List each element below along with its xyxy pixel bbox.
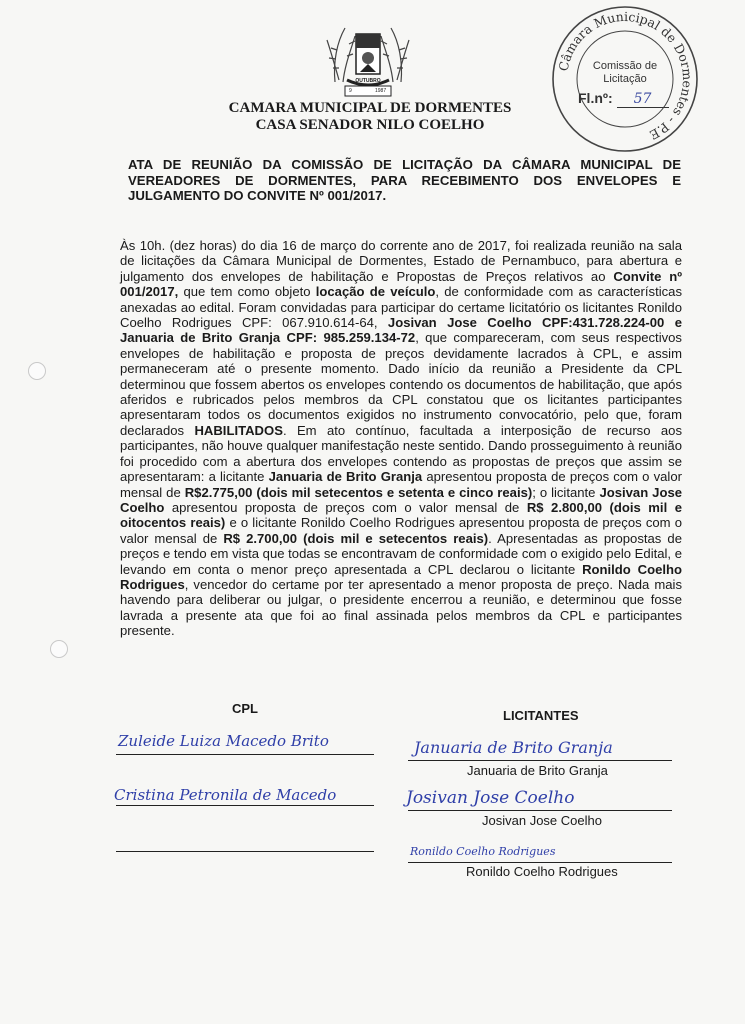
body-text: que tem como objeto <box>178 284 316 300</box>
body-text: , que compareceram, com seus respectivos envelopes de habilitação e proposta de preços devidamente lacrados à CPL, e assim permaneceram até o presente momento. Dado início da reunião a Presidente da CPL determinou que fossem abertos os envelopes contendo os documentos de habilitação, que após aferidos e rubricados pelos membros da CPL constatou que os licitantes participantes apresentaram todos os documentos exigidos no instrumento convocatório, pelo que, foram declarados <box>120 330 682 438</box>
document-body <box>120 238 682 639</box>
body-bold-text: Ronildo Coelho Rodrigues <box>120 561 682 592</box>
signature-line <box>116 754 374 755</box>
signature-line <box>116 805 374 806</box>
cpl-signature-2: Cristina Petronila de Macedo <box>114 786 337 804</box>
licitantes-section-title: LICITANTES <box>503 708 579 723</box>
municipal-coat-of-arms-icon <box>325 22 411 100</box>
header-line-2: CASA SENADOR NILO COELHO <box>255 117 485 133</box>
cpl-section-title: CPL <box>232 701 258 716</box>
stamp-inner-text <box>580 60 670 86</box>
licitante-signature-1: Januaria de Brito Granja <box>414 738 613 757</box>
body-bold-text: Convite nº 001/2017, <box>120 268 682 300</box>
body-bold-text: Josivan Jose Coelho <box>120 484 683 515</box>
header-line-1: CAMARA MUNICIPAL DE DORMENTES <box>228 100 512 116</box>
body-bold-text: Josivan Jose Coelho CPF:431.728.224-00 e Januaria de Brito Granja CPF: 985.259.134-72 <box>120 315 682 346</box>
body-bold-text: locação de veículo <box>315 284 436 300</box>
body-bold-text: R$ 2.800,00 (dois mil e oitocentos reais) <box>120 499 682 531</box>
stamp-fl-label: Fl.nº: <box>578 90 613 106</box>
licitante-name-3: Ronildo Coelho Rodrigues <box>466 864 618 879</box>
punch-hole <box>50 640 68 658</box>
stamp-line-2: Licitação <box>603 73 647 85</box>
licitante-signature-3: Ronildo Coelho Rodrigues <box>410 845 556 858</box>
body-text: ; o licitante <box>532 484 600 500</box>
body-text: , vencedor do certame por ter apresentado a menor proposta de preço. Nada mais havendo para deliberar ou julgar, o presidente encerrou a reunião, e determinou que fosse lavrada a presente ata que foi ao final assinada pelos membros da CPL e participantes presente. <box>120 576 682 639</box>
body-text: Às 10h. (dez horas) do dia 16 de março do corrente ano de 2017, foi realizada reunião na sala de licitações da Câmara Municipal de Dormentes, Estado de Pernambuco, para abertura e julgamento dos envelopes de habilitação e Propostas de Preços relativos ao <box>120 238 682 284</box>
emblem-ribbon-text: OUTUBRO <box>355 78 381 84</box>
commission-stamp <box>550 4 700 154</box>
institution-header <box>180 100 560 134</box>
body-text: , de conformidade com as características anexadas ao edital. Foram convidadas para participar do certame licitatório os licitantes Ronildo Coelho Rodrigues CPF: 067.910.614-64, <box>120 284 683 331</box>
licitante-name-1: Januaria de Brito Granja <box>467 763 608 778</box>
emblem-right-text: 1987 <box>375 88 387 94</box>
cpl-signature-1: Zuleide Luiza Macedo Brito <box>118 732 329 750</box>
stamp-page-number <box>578 90 688 108</box>
stamp-line-1: Comissão de <box>592 60 658 72</box>
body-bold-text: R$2.775,00 (dois mil setecentos e setenta e cinco reais) <box>184 484 533 500</box>
signature-line <box>408 760 672 761</box>
body-text: apresentou proposta de preços com o valor mensal de <box>164 499 527 515</box>
signature-line <box>408 862 672 863</box>
document-title: ATA DE REUNIÃO DA COMISSÃO DE LICITAÇÃO DA CÂMARA MUNICIPAL DE VEREADORES DE DORMENTES, PARA RECEBIMENTO DOS ENVELOPES E JULGAMENTO DO CONVITE Nº 001/2017. <box>128 157 681 203</box>
stamp-ring-text: Câmara Municipal de Dormentes - P.E <box>555 8 696 143</box>
body-text: apresentou proposta de preços com o valor mensal de <box>120 469 682 500</box>
body-bold-text: R$ 2.700,00 (dois mil e setecentos reais) <box>223 530 489 546</box>
punch-hole <box>28 362 46 380</box>
body-text: e o licitante Ronildo Coelho Rodrigues apresentou proposta de preços com o valor mensal de <box>120 515 682 546</box>
emblem-left-text: 9 <box>349 88 352 94</box>
signature-line <box>408 810 672 811</box>
body-bold-text: HABILITADOS <box>194 422 283 438</box>
body-bold-text: Januaria de Brito Granja <box>268 469 423 485</box>
licitante-name-2: Josivan Jose Coelho <box>482 813 602 828</box>
body-text: . Apresentadas as propostas de preços e tendo em vista que todas se encontravam de conformidade com o exigido pelo Edital, e levando em conta o menor preço apresentada a CPL declarou o licitante <box>120 530 682 577</box>
signature-line <box>116 851 374 852</box>
licitante-signature-2: Josivan Jose Coelho <box>406 788 575 808</box>
stamp-fl-number: 57 <box>617 91 669 108</box>
body-text: . Em ato contínuo, facultada a interposição de recurso aos participantes, não houve qualquer manifestação neste sentido. Dando prosseguimento à reunião foi procedido com a abertura dos envelopes contendo as propostas de preços que assim se apresentaram: a licitante <box>120 422 682 485</box>
